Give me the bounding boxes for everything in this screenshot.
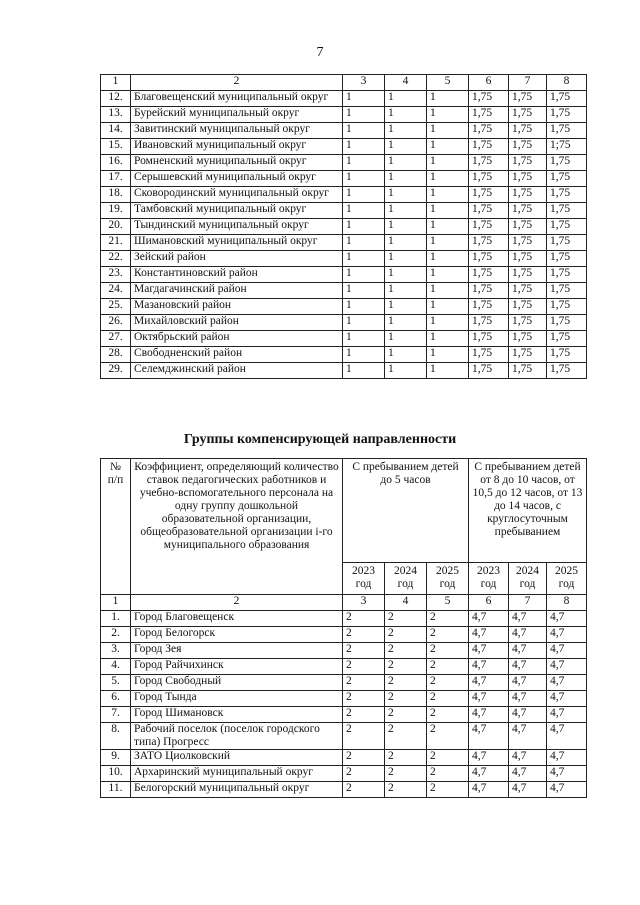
table-compensating-groups xyxy=(100,458,587,798)
table-row xyxy=(101,123,587,139)
table-row xyxy=(101,363,587,379)
value-cell: 4,7 xyxy=(509,723,547,750)
municipality-name: Завитинский муниципальный округ xyxy=(131,123,343,139)
value-cell: 1,75 xyxy=(469,363,509,379)
row-number: 3. xyxy=(101,643,131,659)
row-number: 1. xyxy=(101,611,131,627)
value-cell: 1 xyxy=(343,139,385,155)
table-row xyxy=(101,627,587,643)
value-cell: 4,7 xyxy=(509,691,547,707)
value-cell: 4,7 xyxy=(547,675,587,691)
table-row xyxy=(101,659,587,675)
value-cell: 1 xyxy=(343,251,385,267)
value-cell: 2 xyxy=(385,675,427,691)
value-cell: 1,75 xyxy=(509,363,547,379)
value-cell: 1,75 xyxy=(547,315,587,331)
value-cell: 2 xyxy=(343,723,385,750)
municipality-name: Город Зея xyxy=(131,643,343,659)
value-cell: 4,7 xyxy=(509,675,547,691)
column-index-cell: 7 xyxy=(509,595,547,611)
municipality-name: Город Свободный xyxy=(131,675,343,691)
municipality-name: Константиновский район xyxy=(131,267,343,283)
municipality-name: Селемджинский район xyxy=(131,363,343,379)
col-header-year: 2023 год xyxy=(469,563,509,595)
value-cell: 1 xyxy=(343,235,385,251)
table-row xyxy=(101,251,587,267)
value-cell: 1,75 xyxy=(509,219,547,235)
municipality-name: Тамбовский муниципальный округ xyxy=(131,203,343,219)
value-cell: 1 xyxy=(427,91,469,107)
value-cell: 2 xyxy=(427,611,469,627)
page-number: 7 xyxy=(316,45,324,60)
table-row xyxy=(101,723,587,750)
table-row xyxy=(101,611,587,627)
value-cell: 1,75 xyxy=(547,299,587,315)
value-cell: 1,75 xyxy=(469,299,509,315)
value-cell: 1,75 xyxy=(469,139,509,155)
value-cell: 1,75 xyxy=(547,219,587,235)
row-number: 2. xyxy=(101,627,131,643)
value-cell: 4,7 xyxy=(547,707,587,723)
value-cell: 4,7 xyxy=(469,750,509,766)
col-header-year: 2024 год xyxy=(509,563,547,595)
value-cell: 1 xyxy=(385,315,427,331)
value-cell: 1,75 xyxy=(469,267,509,283)
municipality-name: Белогорский муниципальный округ xyxy=(131,782,343,798)
value-cell: 4,7 xyxy=(547,691,587,707)
value-cell: 2 xyxy=(385,691,427,707)
value-cell: 4,7 xyxy=(509,707,547,723)
row-number: 16. xyxy=(101,155,131,171)
table-row xyxy=(101,707,587,723)
value-cell: 1,75 xyxy=(509,139,547,155)
table-row xyxy=(101,283,587,299)
value-cell: 4,7 xyxy=(509,782,547,798)
value-cell: 2 xyxy=(343,675,385,691)
value-cell: 2 xyxy=(385,659,427,675)
value-cell: 4,7 xyxy=(547,782,587,798)
row-number: 4. xyxy=(101,659,131,675)
value-cell: 4,7 xyxy=(547,627,587,643)
row-number: 19. xyxy=(101,203,131,219)
table-row xyxy=(101,203,587,219)
value-cell: 1 xyxy=(343,283,385,299)
value-cell: 2 xyxy=(427,782,469,798)
value-cell: 1 xyxy=(343,363,385,379)
value-cell: 1 xyxy=(343,299,385,315)
value-cell: 4,7 xyxy=(547,723,587,750)
table-row xyxy=(101,139,587,155)
value-cell: 2 xyxy=(343,627,385,643)
value-cell: 1 xyxy=(385,107,427,123)
value-cell: 2 xyxy=(343,766,385,782)
column-index-cell: 3 xyxy=(343,75,385,91)
table-row xyxy=(101,155,587,171)
row-number: 11. xyxy=(101,782,131,798)
value-cell: 1,75 xyxy=(547,187,587,203)
value-cell: 4,7 xyxy=(509,643,547,659)
value-cell: 1 xyxy=(385,267,427,283)
value-cell: 1 xyxy=(427,107,469,123)
value-cell: 2 xyxy=(427,723,469,750)
table-row xyxy=(101,107,587,123)
table-row xyxy=(101,235,587,251)
section-title: Группы компенсирующей направленности xyxy=(183,432,457,447)
municipality-name: Благовещенский муниципальный округ xyxy=(131,91,343,107)
value-cell: 1,75 xyxy=(547,123,587,139)
row-number: 5. xyxy=(101,675,131,691)
value-cell: 2 xyxy=(343,659,385,675)
value-cell: 4,7 xyxy=(469,766,509,782)
value-cell: 4,7 xyxy=(469,627,509,643)
value-cell: 1 xyxy=(427,251,469,267)
value-cell: 1 xyxy=(427,315,469,331)
value-cell: 1 xyxy=(385,251,427,267)
col-header-coefficient: Коэффициент, определяющий количество ставок педагогических работников и учебно-вспомогательного персонала на одну группу дошкольной образовательной организации, общеобразовательной организации i-го муниципального образования xyxy=(131,459,343,595)
value-cell: 1,75 xyxy=(547,155,587,171)
value-cell: 1 xyxy=(427,331,469,347)
value-cell: 1 xyxy=(385,363,427,379)
column-index-row xyxy=(101,595,587,611)
row-number: 26. xyxy=(101,315,131,331)
column-index-cell: 6 xyxy=(469,595,509,611)
value-cell: 2 xyxy=(427,643,469,659)
row-number: 28. xyxy=(101,347,131,363)
municipality-name: Сковородинский муниципальный округ xyxy=(131,187,343,203)
municipality-name: Город Благовещенск xyxy=(131,611,343,627)
value-cell: 1,75 xyxy=(469,347,509,363)
value-cell: 2 xyxy=(385,611,427,627)
value-cell: 1 xyxy=(343,267,385,283)
value-cell: 1,75 xyxy=(509,155,547,171)
value-cell: 2 xyxy=(343,750,385,766)
value-cell: 1,75 xyxy=(469,203,509,219)
value-cell: 1 xyxy=(385,219,427,235)
value-cell: 1,75 xyxy=(547,267,587,283)
table-row xyxy=(101,299,587,315)
value-cell: 1 xyxy=(427,139,469,155)
value-cell: 1 xyxy=(385,155,427,171)
municipality-name: Серышевский муниципальный округ xyxy=(131,171,343,187)
municipality-name: Тындинский муниципальный округ xyxy=(131,219,343,235)
value-cell: 2 xyxy=(427,675,469,691)
value-cell: 1 xyxy=(427,363,469,379)
value-cell: 1 xyxy=(427,219,469,235)
column-index-cell: 8 xyxy=(547,75,587,91)
municipality-name: Город Тында xyxy=(131,691,343,707)
value-cell: 1,75 xyxy=(469,187,509,203)
municipality-name: Магдагачинский район xyxy=(131,283,343,299)
value-cell: 1 xyxy=(385,123,427,139)
value-cell: 4,7 xyxy=(469,659,509,675)
value-cell: 2 xyxy=(385,643,427,659)
value-cell: 4,7 xyxy=(469,707,509,723)
value-cell: 1,75 xyxy=(469,219,509,235)
value-cell: 1,75 xyxy=(509,251,547,267)
value-cell: 4,7 xyxy=(547,643,587,659)
value-cell: 1,75 xyxy=(509,235,547,251)
municipality-name: Рабочий поселок (поселок городского типа) Прогресс xyxy=(131,723,343,750)
col-header-year: 2025 год xyxy=(427,563,469,595)
row-number: 10. xyxy=(101,766,131,782)
value-cell: 1,75 xyxy=(547,235,587,251)
column-index-cell: 1 xyxy=(101,595,131,611)
value-cell: 1,75 xyxy=(469,91,509,107)
value-cell: 1,75 xyxy=(469,171,509,187)
table-row xyxy=(101,171,587,187)
value-cell: 1 xyxy=(427,235,469,251)
col-header-group-b: С пребыванием детей от 8 до 10 часов, от 10,5 до 12 часов, от 13 до 14 часов, с круглосуточным пребыванием xyxy=(469,459,587,563)
value-cell: 2 xyxy=(427,766,469,782)
value-cell: 2 xyxy=(343,643,385,659)
row-number: 18. xyxy=(101,187,131,203)
row-number: 15. xyxy=(101,139,131,155)
value-cell: 2 xyxy=(427,627,469,643)
table-row xyxy=(101,691,587,707)
value-cell: 2 xyxy=(385,707,427,723)
column-index-cell: 4 xyxy=(385,75,427,91)
value-cell: 1,75 xyxy=(547,203,587,219)
value-cell: 1 xyxy=(385,235,427,251)
municipality-name: Архаринский муниципальный округ xyxy=(131,766,343,782)
table-row xyxy=(101,267,587,283)
value-cell: 1 xyxy=(343,315,385,331)
table-row xyxy=(101,782,587,798)
value-cell: 1,75 xyxy=(547,91,587,107)
value-cell: 1,75 xyxy=(509,331,547,347)
value-cell: 1,75 xyxy=(547,107,587,123)
row-number: 9. xyxy=(101,750,131,766)
value-cell: 1 xyxy=(343,107,385,123)
municipality-name: Октябрьский район xyxy=(131,331,343,347)
value-cell: 1,75 xyxy=(469,283,509,299)
municipality-name: Свободненский район xyxy=(131,347,343,363)
value-cell: 1 xyxy=(343,171,385,187)
value-cell: 4,7 xyxy=(469,691,509,707)
value-cell: 1 xyxy=(343,91,385,107)
table-row xyxy=(101,331,587,347)
value-cell: 1 xyxy=(385,171,427,187)
municipality-name: Зейский район xyxy=(131,251,343,267)
municipality-name: Ивановский муниципальный округ xyxy=(131,139,343,155)
value-cell: 1,75 xyxy=(469,123,509,139)
table-row xyxy=(101,219,587,235)
table-row xyxy=(101,187,587,203)
value-cell: 1 xyxy=(343,331,385,347)
value-cell: 1,75 xyxy=(509,299,547,315)
table-row xyxy=(101,675,587,691)
value-cell: 1 xyxy=(343,187,385,203)
value-cell: 2 xyxy=(343,782,385,798)
value-cell: 1,75 xyxy=(469,107,509,123)
value-cell: 1,75 xyxy=(469,235,509,251)
value-cell: 2 xyxy=(343,611,385,627)
value-cell: 2 xyxy=(343,707,385,723)
column-index-cell: 5 xyxy=(427,75,469,91)
col-header-year: 2023 год xyxy=(343,563,385,595)
value-cell: 4,7 xyxy=(469,782,509,798)
value-cell: 2 xyxy=(385,766,427,782)
row-number: 27. xyxy=(101,331,131,347)
value-cell: 1,75 xyxy=(509,187,547,203)
row-number: 8. xyxy=(101,723,131,750)
column-index-cell: 7 xyxy=(509,75,547,91)
value-cell: 4,7 xyxy=(547,750,587,766)
value-cell: 1 xyxy=(385,283,427,299)
column-index-cell: 5 xyxy=(427,595,469,611)
municipality-name: Михайловский район xyxy=(131,315,343,331)
value-cell: 1 xyxy=(385,203,427,219)
row-number: 23. xyxy=(101,267,131,283)
value-cell: 1 xyxy=(385,331,427,347)
col-header-year: 2025 год xyxy=(547,563,587,595)
row-number: 6. xyxy=(101,691,131,707)
municipality-name: Ромненский муниципальный округ xyxy=(131,155,343,171)
value-cell: 4,7 xyxy=(509,750,547,766)
row-number: 17. xyxy=(101,171,131,187)
value-cell: 2 xyxy=(427,707,469,723)
value-cell: 1 xyxy=(385,299,427,315)
value-cell: 1,75 xyxy=(509,315,547,331)
row-number: 29. xyxy=(101,363,131,379)
municipality-name: Город Белогорск xyxy=(131,627,343,643)
column-index-cell: 8 xyxy=(547,595,587,611)
value-cell: 1 xyxy=(343,219,385,235)
value-cell: 1,75 xyxy=(547,347,587,363)
value-cell: 1,75 xyxy=(509,203,547,219)
col-header-group-a: С пребыванием детей до 5 часов xyxy=(343,459,469,563)
value-cell: 2 xyxy=(385,750,427,766)
value-cell: 1 xyxy=(343,155,385,171)
municipality-name: Мазановский район xyxy=(131,299,343,315)
municipality-name: ЗАТО Циолковский xyxy=(131,750,343,766)
row-number: 24. xyxy=(101,283,131,299)
value-cell: 1,75 xyxy=(509,347,547,363)
value-cell: 1,75 xyxy=(547,251,587,267)
table-row xyxy=(101,750,587,766)
value-cell: 1 xyxy=(343,123,385,139)
value-cell: 2 xyxy=(427,659,469,675)
value-cell: 1,75 xyxy=(509,91,547,107)
value-cell: 1 xyxy=(427,267,469,283)
table-row xyxy=(101,91,587,107)
value-cell: 1 xyxy=(427,123,469,139)
value-cell: 1,75 xyxy=(547,283,587,299)
value-cell: 4,7 xyxy=(547,611,587,627)
value-cell: 1 xyxy=(385,91,427,107)
value-cell: 1,75 xyxy=(469,315,509,331)
value-cell: 2 xyxy=(427,750,469,766)
value-cell: 1 xyxy=(427,187,469,203)
value-cell: 2 xyxy=(427,691,469,707)
value-cell: 1 xyxy=(427,283,469,299)
municipality-name: Шимановский муниципальный округ xyxy=(131,235,343,251)
column-index-cell: 2 xyxy=(131,595,343,611)
value-cell: 1 xyxy=(427,171,469,187)
value-cell: 4,7 xyxy=(547,766,587,782)
table-row xyxy=(101,766,587,782)
col-header-number: № п/п xyxy=(101,459,131,595)
value-cell: 4,7 xyxy=(469,675,509,691)
value-cell: 4,7 xyxy=(547,659,587,675)
row-number: 7. xyxy=(101,707,131,723)
value-cell: 1 xyxy=(427,155,469,171)
value-cell: 1,75 xyxy=(547,331,587,347)
value-cell: 1;75 xyxy=(547,139,587,155)
row-number: 22. xyxy=(101,251,131,267)
value-cell: 2 xyxy=(385,723,427,750)
table-general-groups xyxy=(100,74,587,379)
value-cell: 1,75 xyxy=(547,363,587,379)
value-cell: 1 xyxy=(385,187,427,203)
col-header-year: 2024 год xyxy=(385,563,427,595)
row-number: 21. xyxy=(101,235,131,251)
column-index-row xyxy=(101,75,587,91)
column-index-cell: 2 xyxy=(131,75,343,91)
value-cell: 4,7 xyxy=(509,766,547,782)
value-cell: 1 xyxy=(385,347,427,363)
row-number: 13. xyxy=(101,107,131,123)
value-cell: 2 xyxy=(385,627,427,643)
value-cell: 1,75 xyxy=(509,107,547,123)
column-index-cell: 6 xyxy=(469,75,509,91)
table-row xyxy=(101,315,587,331)
value-cell: 1,75 xyxy=(469,331,509,347)
value-cell: 1,75 xyxy=(469,251,509,267)
value-cell: 2 xyxy=(385,782,427,798)
value-cell: 4,7 xyxy=(469,723,509,750)
municipality-name: Бурейский муниципальный округ xyxy=(131,107,343,123)
value-cell: 1,75 xyxy=(509,171,547,187)
row-number: 20. xyxy=(101,219,131,235)
value-cell: 4,7 xyxy=(469,643,509,659)
column-index-cell: 3 xyxy=(343,595,385,611)
column-index-cell: 4 xyxy=(385,595,427,611)
table-row xyxy=(101,643,587,659)
value-cell: 2 xyxy=(343,691,385,707)
value-cell: 4,7 xyxy=(509,659,547,675)
column-index-cell: 1 xyxy=(101,75,131,91)
municipality-name: Город Шимановск xyxy=(131,707,343,723)
value-cell: 1,75 xyxy=(509,267,547,283)
value-cell: 1 xyxy=(427,203,469,219)
value-cell: 4,7 xyxy=(509,611,547,627)
value-cell: 1 xyxy=(343,347,385,363)
row-number: 14. xyxy=(101,123,131,139)
table-row xyxy=(101,347,587,363)
value-cell: 1,75 xyxy=(547,171,587,187)
value-cell: 1,75 xyxy=(469,155,509,171)
value-cell: 4,7 xyxy=(509,627,547,643)
value-cell: 1,75 xyxy=(509,123,547,139)
value-cell: 1 xyxy=(385,139,427,155)
value-cell: 1 xyxy=(427,347,469,363)
municipality-name: Город Райчихинск xyxy=(131,659,343,675)
value-cell: 1 xyxy=(427,299,469,315)
row-number: 12. xyxy=(101,91,131,107)
value-cell: 4,7 xyxy=(469,611,509,627)
row-number: 25. xyxy=(101,299,131,315)
value-cell: 1,75 xyxy=(509,283,547,299)
value-cell: 1 xyxy=(343,203,385,219)
